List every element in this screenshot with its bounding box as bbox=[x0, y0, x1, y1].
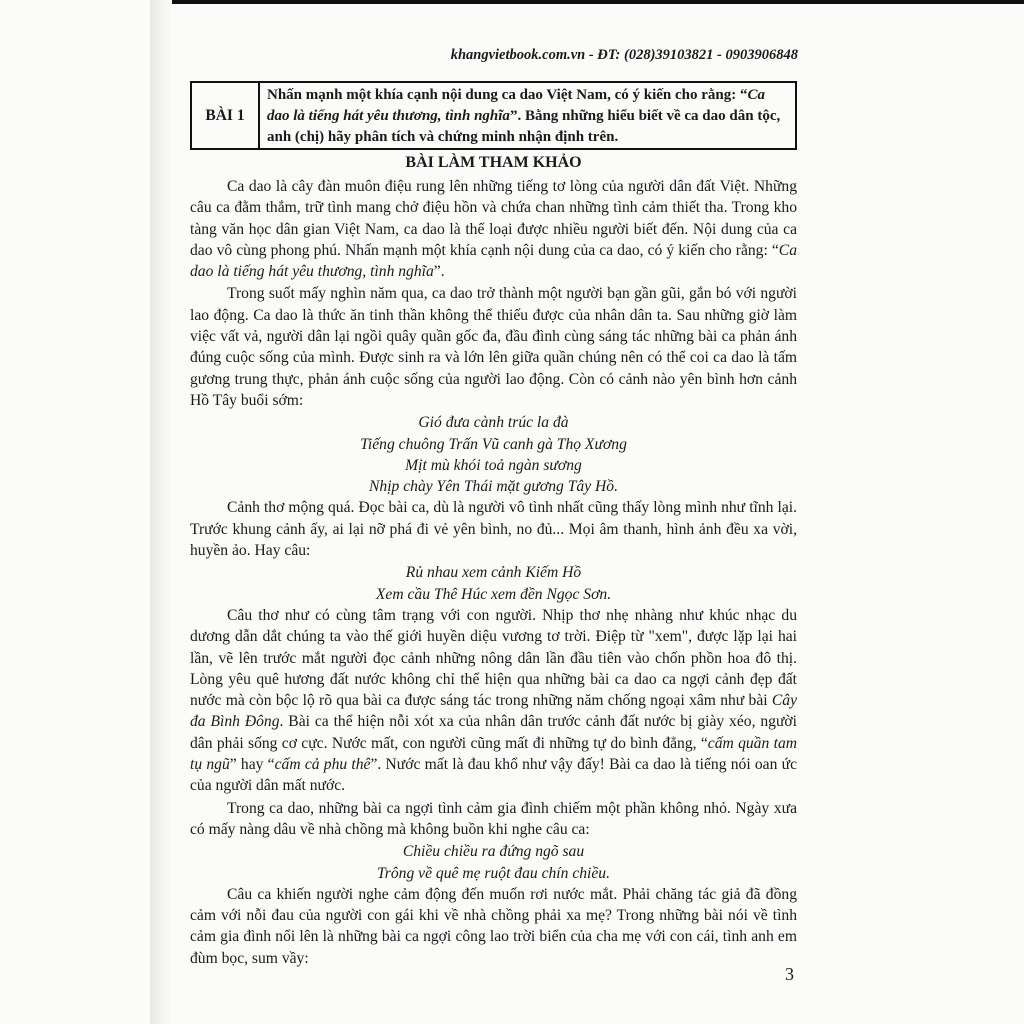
verse-ho-tay bbox=[190, 412, 797, 497]
paragraph-1-end: ”. bbox=[433, 263, 445, 281]
paragraph-4-title: Cây đa Bình Đông bbox=[190, 692, 797, 731]
verse-line: Rủ nhau xem cảnh Kiếm Hồ bbox=[405, 564, 582, 582]
verse-chieu-chieu bbox=[190, 841, 797, 884]
paragraph-1 bbox=[190, 176, 797, 282]
paragraph-4-quote-1: cấm quần tam tụ ngũ bbox=[190, 734, 797, 774]
paragraph-4-c: ” hay “ bbox=[229, 756, 275, 774]
verse-line: Mịt mù khói toả ngàn sương bbox=[405, 456, 582, 474]
paragraph-2: Trong suốt mấy nghìn năm qua, ca dao trở thành một người bạn gần gũi, gắn bó với người lao động. Ca dao là thức ăn tinh thần không thể thiếu được của nhân dân ta. Sau những giờ làm việc vất vả, người dân lại ngồi quây quần gốc đa, đầu đình cùng sáng tác những bài ca phản ánh đúng cuộc sống của mình. Được sinh ra và lớn lên giữa quần chúng nên có thể coi ca dao là tấm gương trung thực, phản ánh cuộc sống của người lao động. Còn có cảnh nào yên bình hơn cảnh Hồ Tây buổi sớm: bbox=[190, 285, 797, 409]
verse-kiem-ho bbox=[190, 562, 797, 605]
section-title: BÀI LÀM THAM KHẢO bbox=[405, 154, 582, 171]
paragraph-4-b: . Bài ca thể hiện nỗi xót xa của nhân dân trước cảnh đất nước bị giày xéo, người dân phải sống cơ cực. Nước mất, con người cũng mất đi những tự do bình đẳng, “ bbox=[190, 713, 797, 752]
verse-line: Xem cầu Thê Húc xem đền Ngọc Sơn. bbox=[375, 585, 612, 603]
paragraph-3: Cảnh thơ mộng quá. Đọc bài ca, dù là người vô tình nhất cũng thấy lòng mình như tĩnh lại. Trước khung cảnh ấy, ai lại nỡ phá đi vẻ yên bình, no đủ... Mọi âm thanh, hình ảnh đều xa vời, huyền ảo. Hay câu: bbox=[190, 499, 797, 560]
verse-line: Trông về quê mẹ ruột đau chín chiều. bbox=[377, 864, 610, 882]
verse-line: Nhịp chày Yên Thái mặt gương Tây Hồ. bbox=[369, 478, 618, 496]
page-gutter-shadow bbox=[150, 0, 172, 1024]
exercise-text-after: ”. Bằng những hiểu biết về ca dao dân tộc, anh (chị) hãy phân tích và chứng minh nhận định trên. bbox=[267, 108, 781, 145]
exercise-text-before: Nhấn mạnh một khía cạnh nội dung ca dao Việt Nam, có ý kiến cho rằng: “ bbox=[267, 87, 748, 103]
paragraph-1-text: Ca dao là cây đàn muôn điệu rung lên những tiếng tơ lòng của người dân đất Việt. Những câu ca đằm thắm, trữ tình mang chở điệu hồn và chứa chan những tình cảm thiết tha. Trong kho tàng văn học dân gian Việt Nam, ca dao là thể loại được nhiều người biết đến. Nội dung của ca dao vô cùng phong phú. Nhấn mạnh một khía cạnh nội dung của ca dao, có ý kiến cho rằng: “ bbox=[190, 178, 797, 259]
page-header: khangvietbook.com.vn - ĐT: (028)39103821 - 0903906848 bbox=[450, 47, 798, 63]
paragraph-4-d: ”. Nước mất là đau khổ như vậy đấy! Bài ca dao là tiếng nói oan ức của người dân mất nước. bbox=[190, 756, 798, 795]
paragraph-5: Trong ca dao, những bài ca ngợi tình cảm gia đình chiếm một phần không nhỏ. Ngày xưa có mấy nàng dâu về nhà chồng mà không buồn khi nghe câu ca: bbox=[190, 799, 797, 838]
paragraph-4 bbox=[190, 605, 797, 797]
paragraph-6: Câu ca khiến người nghe cảm động đến muốn rơi nước mắt. Phải chăng tác giả đã đồng cảm với nỗi đau của người con gái khi về nhà chồng phải xa mẹ? Trong những bài nói về tình cảm gia đình nổi lên là những bài ca ngợi công lao trời biển của cha mẹ với con cái, tình anh em đùm bọc, sum vầy: bbox=[190, 885, 797, 967]
verse-line: Tiếng chuông Trấn Vũ canh gà Thọ Xương bbox=[360, 435, 627, 453]
top-rule bbox=[168, 0, 1024, 4]
paragraph-1-quote: Ca dao là tiếng hát yêu thương, tình nghĩa bbox=[190, 241, 797, 281]
paragraph-4-a: Câu thơ như có cùng tâm trạng với con người. Nhịp thơ nhẹ nhàng như khúc nhạc du dương dẫn dắt chúng ta vào thế giới huyền diệu vương tơ trời. Điệp từ "xem", được lặp lại hai lần, vẽ lên trước mắt người đọc cảnh những nông dân lần đầu tiên vào chốn phồn hoa đô thị. Lòng yêu quê hương đất nước không chỉ thể hiện qua những bài ca dao ca ngợi cảnh đẹp đất nước mà còn bộc lộ rõ qua bài ca được sáng tác trong những năm chống ngoại xâm như bài bbox=[190, 606, 797, 710]
exercise-prompt bbox=[260, 83, 795, 148]
page-number: 3 bbox=[785, 964, 794, 984]
exercise-label: BÀI 1 bbox=[192, 83, 260, 148]
verse-line: Gió đưa cành trúc la đà bbox=[418, 414, 569, 432]
paragraph-4-quote-2: cấm cả phu thê bbox=[274, 756, 371, 774]
essay-body bbox=[190, 176, 797, 970]
verse-line: Chiều chiều ra đứng ngõ sau bbox=[402, 843, 585, 861]
exercise-quote: Ca dao là tiếng hát yêu thương, tình nghĩa bbox=[267, 87, 765, 124]
exercise-box bbox=[190, 81, 797, 150]
